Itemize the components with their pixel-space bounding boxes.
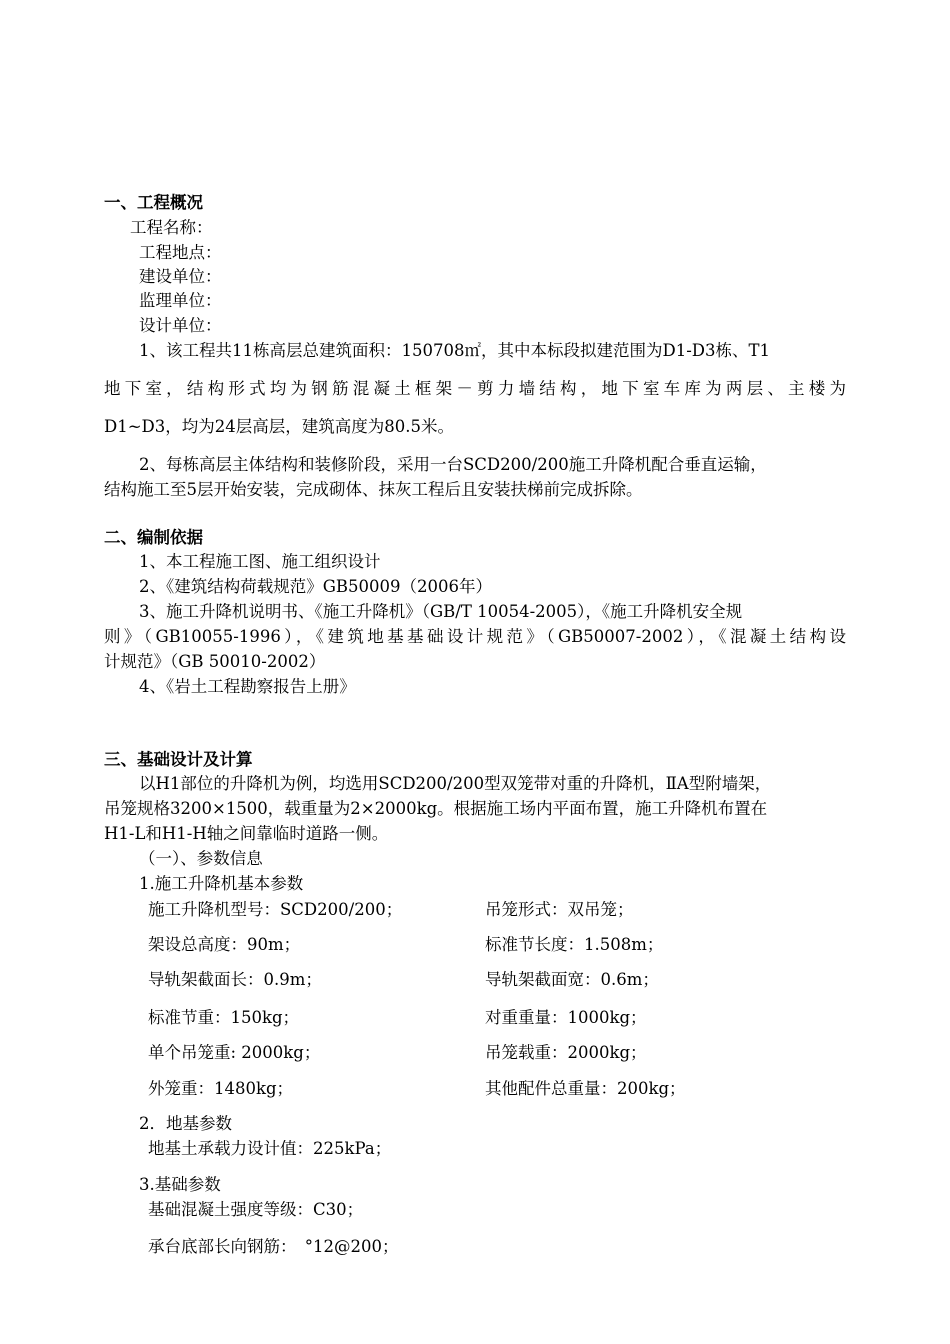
overview-para-1-line-3: D1~D3，均为24层高层，建筑高度为80.5米。 — [104, 417, 455, 436]
basic-param-right: 吊笼形式：双吊笼； — [485, 900, 634, 919]
basic-param-left: 导轨架截面长：0.9m； — [148, 970, 322, 989]
basic-param-right: 其他配件总重量：200kg； — [485, 1079, 686, 1098]
basic-param-left: 施工升降机型号：SCD200/200； — [148, 900, 403, 919]
basic-param-left: 标准节重：150kg； — [148, 1008, 300, 1027]
param-info-subheading: （一）、参数信息 — [139, 849, 263, 868]
supervisor-label: 监理单位： — [139, 291, 222, 310]
basic-params-title: 1.施工升降机基本参数 — [139, 874, 304, 893]
basic-param-right: 对重重量：1000kg； — [485, 1008, 647, 1027]
basic-param-left: 单个吊笼重: 2000kg； — [148, 1043, 321, 1062]
concrete-grade: 基础混凝土强度等级：C30； — [148, 1200, 364, 1219]
basis-item-4: 4、《岩土工程勘察报告上册》 — [139, 677, 356, 696]
overview-para-2-line-1: 2、每栋高层主体结构和装修阶段，采用一台SCD200/200施工升降机配合垂直运输， — [139, 455, 767, 474]
basis-item-1: 1、本工程施工图、施工组织设计 — [139, 552, 381, 571]
project-name-label: 工程名称： — [130, 218, 213, 237]
section-3-heading: 三、基础设计及计算 — [104, 750, 253, 769]
builder-label: 建设单位： — [139, 267, 222, 286]
project-location-label: 工程地点： — [139, 243, 222, 262]
basis-item-3-line-3: 计规范》（GB 50010-2002） — [104, 652, 326, 671]
basic-param-right: 吊笼载重：2000kg； — [485, 1043, 647, 1062]
foundation-params-title: 3.基础参数 — [139, 1175, 221, 1194]
designer-label: 设计单位： — [139, 316, 222, 335]
ground-bearing-capacity: 地基土承载力设计值：225kPa； — [148, 1139, 392, 1158]
overview-para-1-line-2: 地下室，结构形式均为钢筋混凝土框架－剪力墙结构，地下室车库为两层、主楼为 — [104, 379, 846, 398]
foundation-para-line-2: 吊笼规格3200×1500，载重量为2×2000kg。根据施工场内平面布置，施工升降机布置在 — [104, 799, 768, 818]
ground-params-title: 2．地基参数 — [139, 1114, 232, 1133]
foundation-para-line-1: 以H1部位的升降机为例，均选用SCD200/200型双笼带对重的升降机，ⅡA型附墙架， — [139, 774, 772, 793]
overview-para-1-line-1: 1、该工程共11栋高层总建筑面积：150708㎡，其中本标段拟建范围为D1-D3栋、T1 — [139, 341, 771, 360]
basic-param-left: 外笼重：1480kg； — [148, 1079, 294, 1098]
basis-item-2: 2、《建筑结构荷载规范》GB50009（2006年） — [139, 577, 493, 596]
basis-item-3-line-1: 3、施工升降机说明书、《施工升降机》（GB/T 10054-2005），《施工升降机安全规 — [139, 602, 743, 621]
section-2-heading: 二、编制依据 — [104, 528, 203, 547]
basic-param-left: 架设总高度：90m； — [148, 935, 301, 954]
foundation-para-line-3: H1-L和H1-H轴之间靠临时道路一侧。 — [104, 824, 389, 843]
basis-item-3-line-2: 则》（GB10055-1996），《建筑地基基础设计规范》（GB50007-2002），《混凝土结构设 — [104, 627, 846, 646]
bottom-rebar: 承台底部长向钢筋： °12@200； — [148, 1237, 399, 1256]
basic-param-right: 导轨架截面宽：0.6m； — [485, 970, 659, 989]
section-1-heading: 一、工程概况 — [104, 193, 203, 212]
overview-para-2-line-2: 结构施工至5层开始安装，完成砌体、抹灰工程后且安装扶梯前完成拆除。 — [104, 480, 643, 499]
basic-param-right: 标准节长度：1.508m； — [485, 935, 664, 954]
